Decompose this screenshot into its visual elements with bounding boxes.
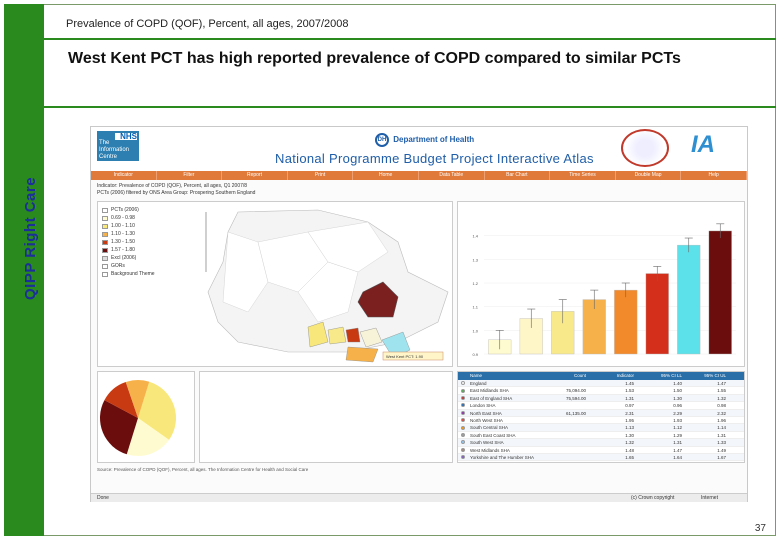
row-color-dot bbox=[458, 402, 468, 408]
cell-ll: 1.40 bbox=[673, 381, 682, 386]
row-color-dot bbox=[458, 380, 468, 386]
table-row[interactable] bbox=[458, 395, 744, 402]
cell-ul: 1.47 bbox=[717, 381, 726, 386]
map-panel[interactable] bbox=[97, 201, 453, 367]
y-tick-label: 1.4 bbox=[472, 233, 478, 239]
pie-chart bbox=[98, 372, 194, 462]
cell-name: West Midlands SHA bbox=[470, 447, 510, 453]
cell-name: South Central SHA bbox=[470, 425, 509, 431]
copyright-text: (c) Crown copyright bbox=[631, 495, 675, 501]
nav-item[interactable]: Home bbox=[353, 171, 419, 180]
row-color-dot bbox=[458, 410, 468, 416]
cell-ind: 1.48 bbox=[625, 447, 634, 453]
table-row[interactable] bbox=[458, 439, 744, 446]
cell-name: Yorkshire and The Humber SHA bbox=[470, 454, 535, 460]
row-color-dot bbox=[458, 454, 468, 460]
cell-ll: 1.64 bbox=[673, 454, 682, 460]
status-zone: Internet bbox=[701, 495, 718, 501]
cell-ll: 1.93 bbox=[673, 417, 682, 423]
cell-name: London SHA bbox=[470, 403, 496, 409]
cell-name: South East Coast SHA bbox=[470, 432, 516, 438]
legend-item[interactable] bbox=[102, 246, 155, 254]
bar[interactable] bbox=[646, 274, 669, 354]
cell-ul: 1.33 bbox=[717, 440, 726, 446]
table-row[interactable] bbox=[458, 454, 744, 461]
cell-ll: 1.12 bbox=[673, 425, 682, 431]
cell-ul: 1.55 bbox=[717, 388, 726, 394]
status-text: Done bbox=[97, 495, 109, 501]
cell-count bbox=[538, 432, 586, 438]
table-row[interactable] bbox=[458, 380, 744, 387]
map-tooltip: West Kent PCT: 1.90 bbox=[386, 354, 424, 359]
row-color-dot bbox=[458, 395, 468, 401]
table-row[interactable] bbox=[458, 447, 744, 454]
cell-count: 75,094.00 bbox=[565, 388, 586, 394]
blank-panel bbox=[199, 371, 453, 463]
legend-label: 1.10 - 1.30 bbox=[111, 231, 135, 237]
table-row[interactable] bbox=[458, 387, 744, 394]
cell-ll: 1.30 bbox=[673, 395, 682, 401]
nav-item[interactable]: Bar Chart bbox=[485, 171, 551, 180]
cell-ul: 2.32 bbox=[717, 410, 726, 416]
cell-ul: 1.31 bbox=[717, 432, 726, 438]
row-color-dot bbox=[458, 417, 468, 423]
cell-ul: 0.98 bbox=[717, 403, 726, 409]
legend-label: Background Theme bbox=[111, 271, 155, 277]
legend-swatch bbox=[102, 232, 108, 237]
map-region-yellow[interactable] bbox=[328, 327, 346, 344]
cell-ind: 1.95 bbox=[625, 417, 634, 423]
cell-name: England bbox=[470, 381, 487, 386]
seal-logo bbox=[621, 129, 669, 167]
nav-item[interactable]: Data Table bbox=[419, 171, 485, 180]
cell-count bbox=[538, 439, 586, 445]
cell-ind: 1.45 bbox=[625, 381, 634, 386]
table-row[interactable] bbox=[458, 417, 744, 424]
top-divider bbox=[44, 38, 776, 40]
indicator-info bbox=[97, 183, 255, 197]
cell-ind: 1.53 bbox=[625, 388, 634, 394]
legend-label: 1.00 - 1.10 bbox=[111, 223, 135, 229]
bar-chart-panel bbox=[457, 201, 745, 367]
cell-ll: 1.50 bbox=[673, 388, 682, 394]
pie-chart-panel bbox=[97, 371, 195, 463]
indicator-line: Indicator: Prevalence of COPD (QOF), Percent, all ages, Q1 2007/8 bbox=[97, 183, 248, 189]
atlas-title: National Programme Budget Project Interactive Atlas bbox=[275, 151, 594, 166]
legend-swatch bbox=[102, 240, 108, 245]
legend-item[interactable] bbox=[102, 254, 155, 262]
cell-name: East of England SHA bbox=[470, 395, 513, 401]
cell-ll: 2.29 bbox=[673, 410, 682, 416]
legend-swatch bbox=[102, 248, 108, 253]
y-tick-label: 1.2 bbox=[472, 281, 478, 286]
browser-status-bar bbox=[91, 493, 747, 502]
row-color-dot bbox=[458, 439, 468, 445]
nav-item[interactable]: Help bbox=[681, 171, 747, 180]
legend-item[interactable] bbox=[102, 262, 155, 270]
nav-item[interactable]: Indicator bbox=[91, 171, 157, 180]
legend-label: 0.69 - 0.98 bbox=[111, 215, 135, 221]
cell-count bbox=[538, 454, 586, 460]
cell-count bbox=[538, 402, 586, 408]
cell-ul: 1.67 bbox=[717, 454, 726, 460]
legend-item[interactable] bbox=[102, 214, 155, 222]
legend-swatch bbox=[102, 224, 108, 229]
table-row[interactable] bbox=[458, 402, 744, 409]
cell-ll: 0.96 bbox=[673, 403, 682, 409]
nav-item[interactable]: Report bbox=[222, 171, 288, 180]
table-row[interactable] bbox=[458, 410, 744, 417]
legend-item[interactable] bbox=[102, 222, 155, 230]
legend-label: PCTs (2006) bbox=[111, 207, 139, 213]
col-count[interactable]: Count bbox=[573, 373, 586, 378]
col-ci-ll[interactable]: 95% CI LL bbox=[660, 373, 682, 378]
nhs-logo: NHS The Information Centre bbox=[99, 132, 137, 160]
col-indicator[interactable]: Indicator bbox=[616, 373, 634, 378]
legend-label: 1.57 - 1.80 bbox=[111, 247, 135, 253]
cell-ul: 1.49 bbox=[717, 447, 726, 453]
cell-ind: 1.13 bbox=[625, 425, 634, 431]
table-body bbox=[458, 380, 744, 461]
dh-icon: DH bbox=[375, 133, 389, 147]
cell-ind: 1.30 bbox=[625, 432, 634, 438]
col-ci-ul[interactable]: 95% CI UL bbox=[704, 373, 726, 378]
cell-ll: 1.29 bbox=[673, 432, 682, 438]
legend-item[interactable] bbox=[102, 270, 155, 278]
map-region-orange[interactable] bbox=[346, 347, 378, 362]
map-region-red[interactable] bbox=[346, 328, 360, 342]
row-color-dot bbox=[458, 432, 468, 438]
atlas-header bbox=[91, 127, 747, 171]
nav-item[interactable]: Print bbox=[288, 171, 354, 180]
legend-label: Excl (2006) bbox=[111, 255, 137, 261]
legend-item[interactable] bbox=[102, 206, 155, 214]
row-color-dot bbox=[458, 424, 468, 430]
y-tick-label: 1.0 bbox=[472, 328, 478, 334]
row-color-dot bbox=[458, 447, 468, 453]
atlas-screenshot bbox=[90, 126, 748, 502]
cell-count bbox=[538, 380, 586, 386]
england-map[interactable] bbox=[198, 202, 452, 366]
cell-name: South West SHA bbox=[470, 440, 504, 446]
cell-count bbox=[538, 447, 586, 453]
table-row[interactable] bbox=[458, 432, 744, 439]
table-header bbox=[458, 372, 744, 380]
page-number: 37 bbox=[754, 523, 766, 534]
pcts-line: PCTs (2006) filtered by ONS Area Group: Prospering Southern England bbox=[97, 190, 256, 196]
cell-ul: 1.96 bbox=[717, 417, 726, 423]
bar-chart bbox=[458, 202, 744, 366]
cell-count: 61,135.00 bbox=[565, 410, 586, 416]
y-tick-label: 1.1 bbox=[472, 304, 478, 310]
legend-label: 1.30 - 1.50 bbox=[111, 239, 135, 245]
nav-item[interactable]: Double Map bbox=[616, 171, 682, 180]
cell-ind: 2.31 bbox=[625, 410, 634, 416]
cell-name: North West SHA bbox=[470, 417, 503, 423]
cell-name: East Midlands SHA bbox=[470, 388, 509, 394]
y-tick-label: 1.3 bbox=[472, 257, 478, 263]
legend-swatch bbox=[102, 208, 108, 213]
cell-ll: 1.31 bbox=[673, 440, 682, 446]
cell-name: North East SHA bbox=[470, 410, 502, 416]
legend-label: GORs bbox=[111, 263, 125, 269]
dh-logo: DH Department of Health bbox=[375, 133, 474, 147]
slide-subtitle: Prevalence of COPD (QOF), Percent, all ages, 2007/2008 bbox=[66, 18, 349, 30]
bar[interactable] bbox=[614, 290, 637, 354]
legend-item[interactable] bbox=[102, 230, 155, 238]
legend-swatch bbox=[102, 264, 108, 269]
nav-item[interactable]: Time Series bbox=[550, 171, 616, 180]
map-legend bbox=[102, 206, 155, 278]
cell-count bbox=[538, 417, 586, 423]
cell-ind: 1.31 bbox=[625, 395, 634, 401]
side-label: QIPP Right Care bbox=[22, 176, 39, 300]
cell-ul: 1.32 bbox=[717, 395, 726, 401]
data-table bbox=[457, 371, 745, 463]
source-line: Source: Prevalence of COPD (QOF), Percent, all ages. The Information Centre for Health and Social Care bbox=[97, 467, 309, 472]
legend-swatch bbox=[102, 272, 108, 277]
cell-count: 75,594.00 bbox=[565, 395, 586, 401]
y-tick-label: 0.9 bbox=[472, 352, 478, 357]
atlas-nav-bar bbox=[91, 171, 747, 180]
cell-ind: 0.97 bbox=[625, 403, 634, 409]
bar[interactable] bbox=[709, 231, 732, 354]
legend-item[interactable] bbox=[102, 238, 155, 246]
bottom-divider bbox=[44, 106, 776, 108]
row-color-dot bbox=[458, 387, 468, 393]
cell-ul: 1.14 bbox=[717, 425, 726, 431]
col-name[interactable]: Name bbox=[470, 373, 483, 378]
cell-ind: 1.32 bbox=[625, 440, 634, 446]
cell-ll: 1.47 bbox=[673, 447, 682, 453]
cell-ind: 1.65 bbox=[625, 454, 634, 460]
nav-item[interactable]: Filter bbox=[157, 171, 223, 180]
slide-headline: West Kent PCT has high reported prevalence of COPD compared to similar PCTs bbox=[68, 50, 681, 67]
legend-swatch bbox=[102, 256, 108, 261]
table-row[interactable] bbox=[458, 424, 744, 431]
cell-count bbox=[538, 424, 586, 430]
ia-logo: IA bbox=[691, 131, 715, 158]
bar[interactable] bbox=[677, 245, 700, 354]
legend-swatch bbox=[102, 216, 108, 221]
